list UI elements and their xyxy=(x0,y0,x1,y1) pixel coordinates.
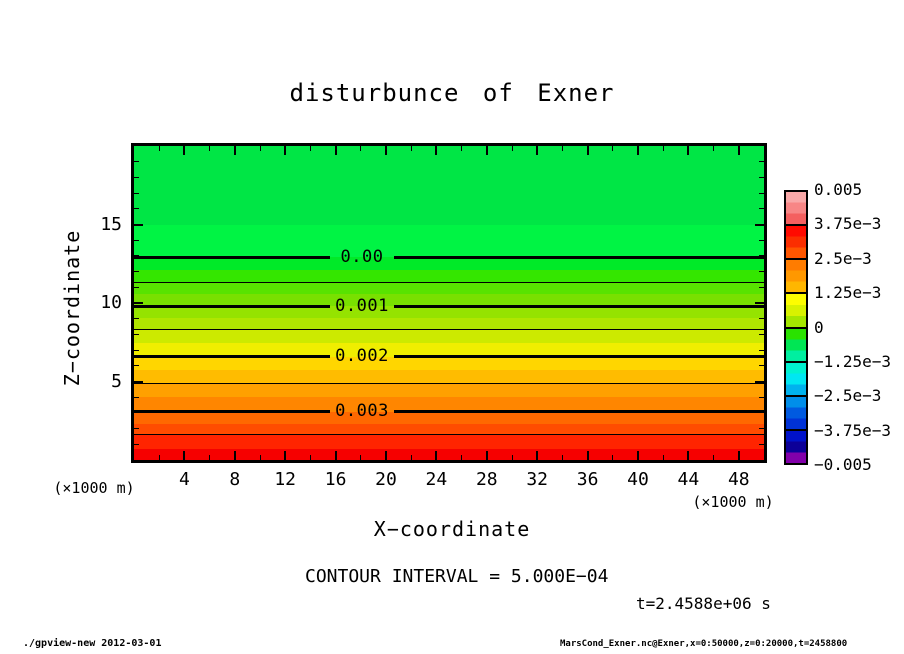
x-tick xyxy=(461,146,462,151)
colorbar-label: 2.5e−3 xyxy=(814,248,872,268)
plot-area xyxy=(131,143,767,463)
z-tick xyxy=(134,287,139,288)
x-tick xyxy=(663,455,664,460)
x-tick xyxy=(536,451,538,460)
z-tick xyxy=(759,240,764,241)
x-tick-labels xyxy=(134,469,764,489)
x-tick xyxy=(486,451,488,460)
x-tick-label: 20 xyxy=(375,469,397,490)
x-axis-unit-label: (×1000 m) xyxy=(692,493,774,511)
x-tick xyxy=(738,451,740,460)
contour-label: 0.002 xyxy=(335,346,389,367)
x-tick xyxy=(310,146,311,151)
colorbar-box xyxy=(786,431,806,463)
z-tick xyxy=(759,350,764,351)
x-tick xyxy=(587,451,589,460)
x-tick-label: 44 xyxy=(677,469,700,490)
x-tick xyxy=(512,146,513,151)
x-tick xyxy=(411,146,412,151)
z-tick xyxy=(134,397,139,398)
x-tick xyxy=(159,455,160,460)
colorbar-box xyxy=(786,397,806,431)
colorbar-label: −0.005 xyxy=(814,455,872,474)
x-tick xyxy=(612,146,613,151)
time-label: t=2.4588e+06 s xyxy=(636,594,771,613)
x-tick xyxy=(360,455,361,460)
x-tick xyxy=(687,451,689,460)
z-tick-label: 10 xyxy=(100,292,122,313)
x-tick-label: 4 xyxy=(178,469,190,490)
colorbar-box xyxy=(786,192,806,226)
contour-line xyxy=(394,355,764,358)
chart-title: disturbunce of Exner xyxy=(289,79,615,107)
contour-line xyxy=(134,410,330,413)
x-tick xyxy=(335,451,337,460)
x-tick xyxy=(713,455,714,460)
z-tick xyxy=(134,161,139,162)
x-tick xyxy=(637,451,639,460)
z-tick xyxy=(134,444,139,445)
z-tick xyxy=(134,428,139,429)
x-axis-title: X−coordinate xyxy=(373,517,531,541)
z-tick xyxy=(759,193,764,194)
x-tick-label: 16 xyxy=(324,469,347,490)
x-tick xyxy=(562,455,563,460)
x-tick-label: 12 xyxy=(274,469,297,490)
contour-interval-label: CONTOUR INTERVAL = 5.000E−04 xyxy=(305,566,609,587)
z-tick xyxy=(759,208,764,209)
contour-label: 0.003 xyxy=(335,401,389,422)
x-tick xyxy=(512,455,513,460)
x-tick xyxy=(234,146,236,155)
x-tick xyxy=(234,451,236,460)
x-tick xyxy=(738,146,740,155)
z-tick xyxy=(759,177,764,178)
z-tick xyxy=(134,318,139,319)
contour-line xyxy=(134,305,330,308)
x-tick xyxy=(284,451,286,460)
z-tick xyxy=(134,271,139,272)
z-tick xyxy=(759,287,764,288)
colorbar-label: −2.5e−3 xyxy=(814,386,882,406)
x-tick xyxy=(435,146,437,155)
z-tick xyxy=(134,224,143,226)
x-tick xyxy=(587,146,589,155)
colorbar-box xyxy=(786,226,806,260)
z-tick-labels xyxy=(84,146,122,460)
x-tick xyxy=(260,455,261,460)
contour-line xyxy=(394,256,764,259)
x-tick xyxy=(461,455,462,460)
colorbar-box xyxy=(786,260,806,294)
z-tick xyxy=(134,350,139,351)
x-tick-label: 36 xyxy=(576,469,599,490)
contour-line xyxy=(134,282,764,283)
footer-source-label: MarsCond_Exner.nc@Exner,x=0:50000,z=0:20000,t=2458800 xyxy=(560,639,848,649)
z-tick xyxy=(759,365,764,366)
x-tick xyxy=(411,455,412,460)
colorbar-label: 0.005 xyxy=(814,180,863,199)
z-tick xyxy=(134,334,139,335)
z-tick xyxy=(134,240,139,241)
z-tick xyxy=(759,318,764,319)
x-tick xyxy=(260,146,261,151)
x-tick-label: 28 xyxy=(475,469,498,490)
x-tick xyxy=(385,146,387,155)
z-tick-label: 15 xyxy=(100,213,122,235)
z-tick xyxy=(134,193,139,194)
x-tick-label: 40 xyxy=(627,469,649,490)
z-tick xyxy=(759,161,764,162)
contour-line xyxy=(134,383,764,384)
x-tick xyxy=(183,146,185,155)
x-tick xyxy=(612,455,613,460)
contour-label: 0.001 xyxy=(335,296,389,317)
z-tick xyxy=(759,444,764,445)
colorbar xyxy=(784,190,808,465)
colorbar-box xyxy=(786,363,806,397)
colorbar-label: 1.25e−3 xyxy=(814,283,882,303)
z-tick xyxy=(759,428,764,429)
x-tick xyxy=(435,451,437,460)
x-tick xyxy=(310,455,311,460)
x-tick xyxy=(663,146,664,151)
colorbar-label: 3.75e−3 xyxy=(814,214,882,234)
x-tick xyxy=(284,146,286,155)
x-tick xyxy=(687,146,689,155)
z-axis-unit-label: (×1000 m) xyxy=(53,479,135,497)
x-tick-label: 32 xyxy=(526,469,549,490)
contour-line xyxy=(394,410,764,413)
colorbar-labels xyxy=(814,180,904,480)
z-tick xyxy=(759,397,764,398)
x-tick xyxy=(209,146,210,151)
z-tick xyxy=(759,271,764,272)
x-tick xyxy=(209,455,210,460)
x-tick xyxy=(637,146,639,155)
contour-label: 0.00 xyxy=(340,247,384,268)
z-tick xyxy=(134,365,139,366)
colorbar-box xyxy=(786,329,806,363)
contour-line xyxy=(134,434,764,435)
x-tick xyxy=(713,146,714,151)
colorbar-label: 0 xyxy=(814,317,824,337)
x-tick xyxy=(486,146,488,155)
x-tick-label: 8 xyxy=(229,469,241,490)
z-tick xyxy=(755,224,764,226)
x-tick xyxy=(536,146,538,155)
x-tick-label: 48 xyxy=(727,469,750,490)
x-tick xyxy=(159,146,160,151)
z-tick xyxy=(134,177,139,178)
x-tick xyxy=(183,451,185,460)
contour-line xyxy=(394,305,764,308)
contour-line xyxy=(134,256,330,259)
contour-line xyxy=(134,329,764,330)
z-tick-label: 5 xyxy=(111,370,122,392)
x-tick xyxy=(335,146,337,155)
x-tick xyxy=(385,451,387,460)
colorbar-label: −1.25e−3 xyxy=(814,351,892,371)
z-tick xyxy=(134,208,139,209)
x-tick xyxy=(360,146,361,151)
y-axis-title: Z−coordinate xyxy=(60,229,84,387)
x-tick-label: 24 xyxy=(425,469,448,490)
colorbar-label: −3.75e−3 xyxy=(814,420,892,440)
x-tick xyxy=(562,146,563,151)
colorbar-box xyxy=(786,294,806,328)
contour-line xyxy=(134,355,330,358)
z-tick xyxy=(759,334,764,335)
footer-command-label: ./gpview-new 2012-03-01 xyxy=(23,638,162,649)
